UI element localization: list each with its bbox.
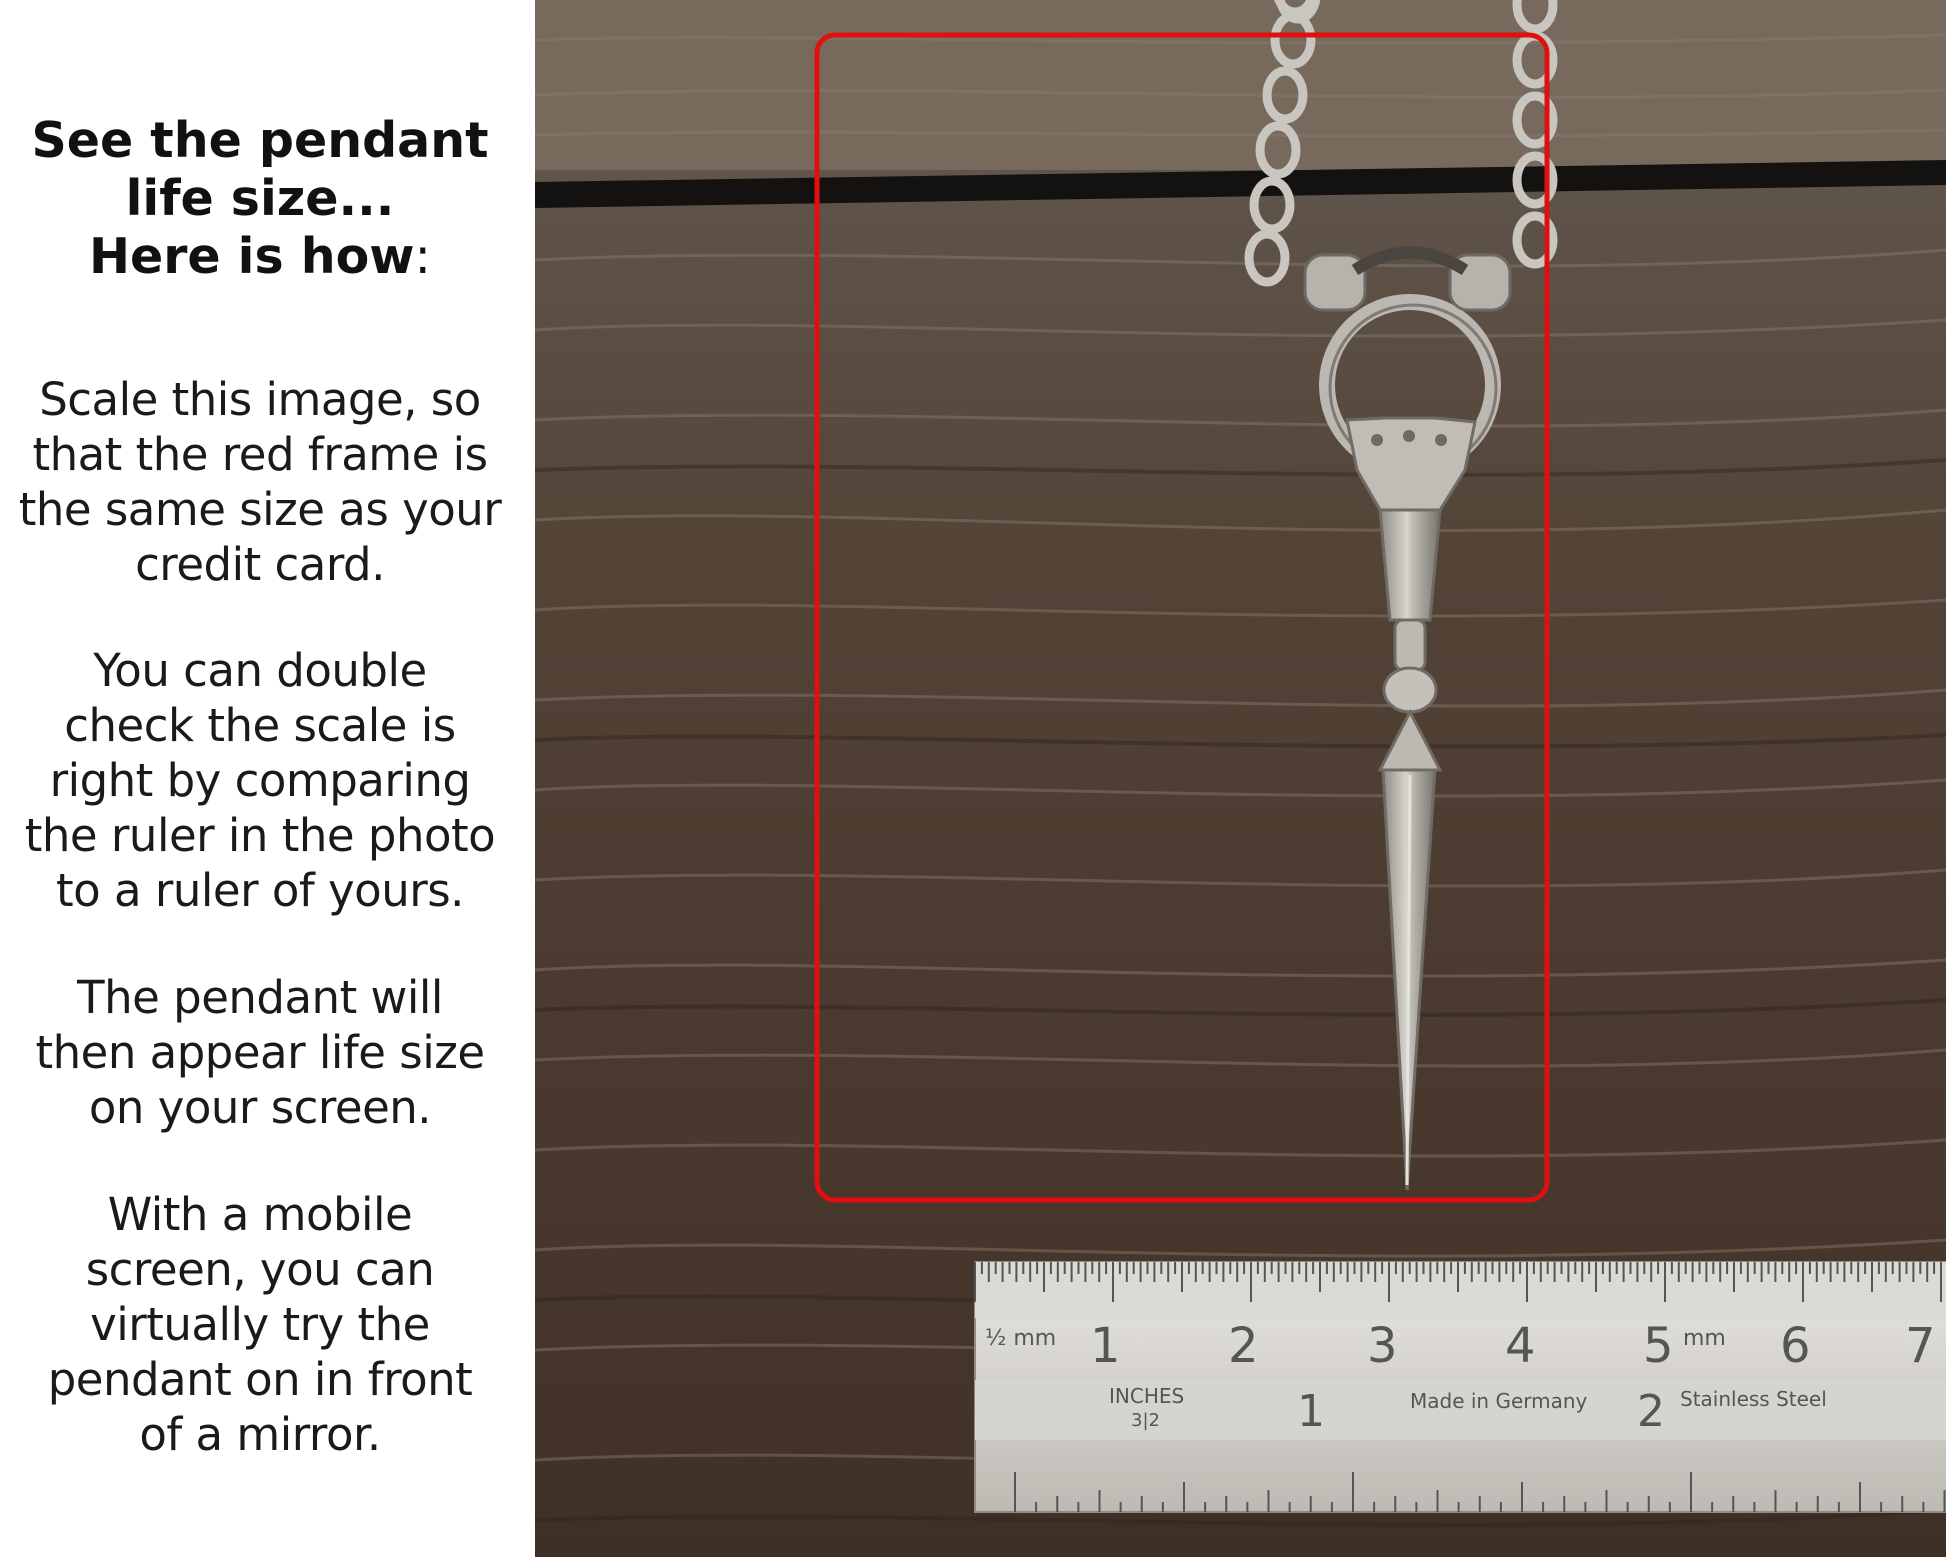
text-line: Scale this image, so [39,373,481,426]
product-photo [535,0,1946,1557]
text-line: pendant on in front [47,1353,473,1406]
ruler-inches-fraction: 3|2 [1131,1410,1160,1431]
ruler-cm-number: 6 [1780,1318,1811,1374]
ruler-inch-number: 1 [1297,1386,1325,1437]
instruction-paragraph-check [0,643,520,918]
ruler-cm-number: 1 [1090,1318,1121,1374]
text-line: right by comparing [49,754,471,807]
text-line: credit card. [135,538,385,591]
ruler-cm-number: 4 [1505,1318,1536,1374]
ruler-material: Stainless Steel [1680,1387,1827,1411]
text-line: on your screen. [88,1081,432,1134]
heading-line-1: See the pendant [31,112,489,169]
instructions-heading [0,112,520,286]
instructions-panel [0,0,535,1557]
photo-canvas [535,0,1946,1557]
ruler-inch-number: 2 [1637,1386,1665,1437]
instruction-paragraph-scale [0,372,520,592]
pendant-handle [1380,510,1440,620]
ruler-inches-label: INCHES [1109,1384,1185,1408]
text-line: the ruler in the photo [24,809,496,862]
text-line: check the scale is [64,699,456,752]
text-line: With a mobile [107,1188,413,1241]
ruler-cm-number: 7 [1905,1318,1936,1374]
ruler-cm-number: 3 [1367,1318,1398,1374]
heading-colon: : [414,228,432,285]
text-line: The pendant will [77,971,443,1024]
text-line: screen, you can [85,1243,435,1296]
ruler-cm-number: 5 [1643,1318,1674,1374]
ruler [975,1262,1946,1512]
text-line: that the red frame is [32,428,488,481]
text-line: then appear life size [35,1026,485,1079]
instruction-paragraph-result [0,970,520,1135]
text-line: virtually try the [90,1298,430,1351]
ruler-cm-number: 2 [1228,1318,1259,1374]
top-plank [535,0,1946,170]
ruler-made-in: Made in Germany [1410,1389,1588,1413]
text-line: the same size as your [18,483,502,536]
ruler-unit-half-mm: ½ mm [985,1326,1057,1351]
ruler-unit-mm: mm [1683,1326,1726,1351]
text-line: You can double [93,644,427,697]
heading-line-3-text: Here is how [88,228,415,285]
text-line: to a ruler of yours. [56,864,464,917]
text-line: of a mirror. [139,1408,381,1461]
heading-line-3 [0,228,520,286]
heading-line-2: life size... [125,170,395,227]
instruction-paragraph-mobile [0,1187,520,1462]
